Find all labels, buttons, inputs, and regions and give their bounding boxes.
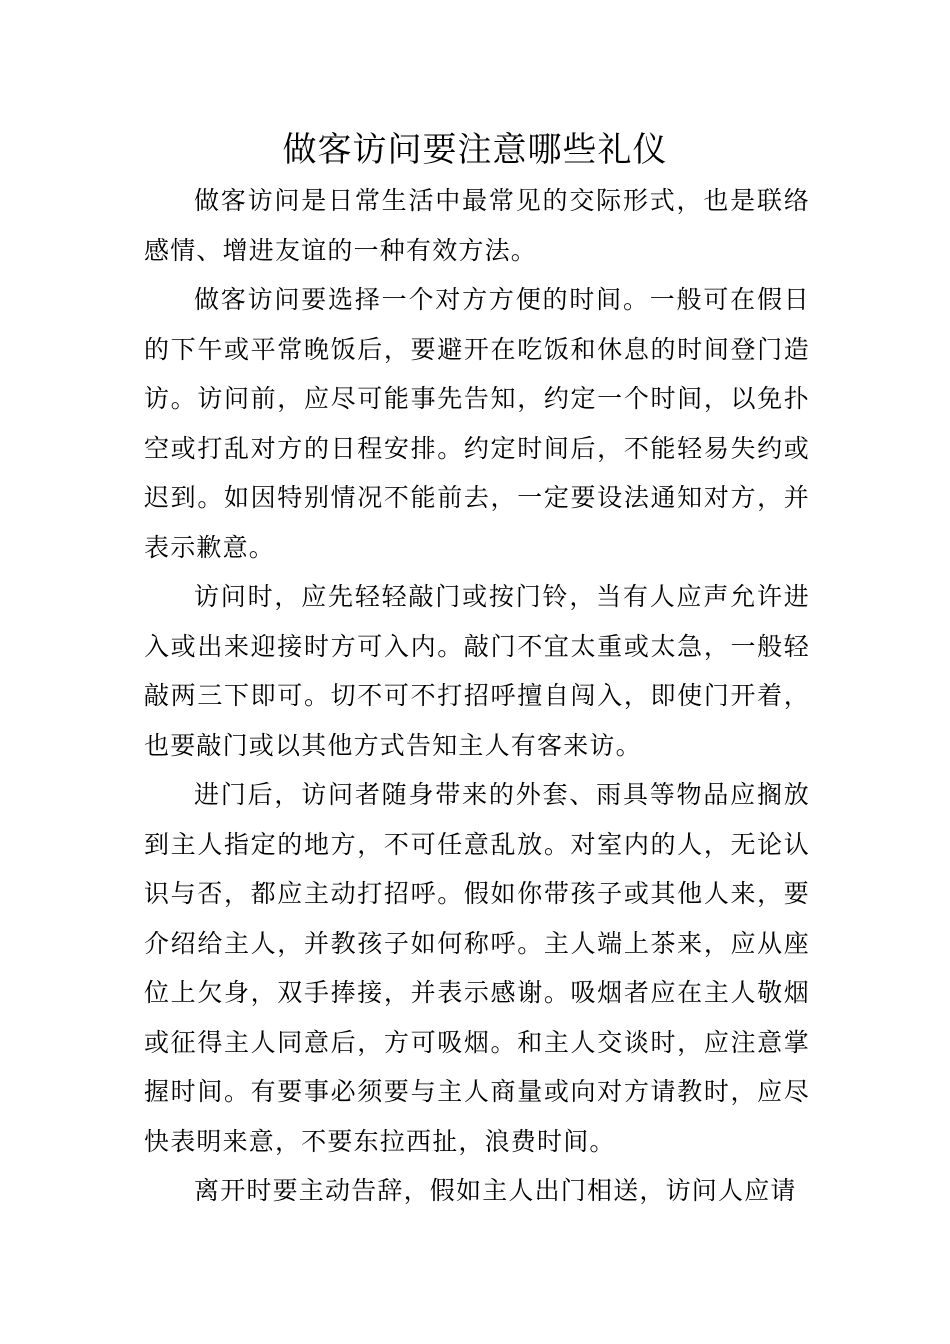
paragraph: 做客访问是日常生活中最常见的交际形式，也是联络感情、增进友谊的一种有效方法。 (144, 186, 810, 265)
paragraph: 做客访问要选择一个对方方便的时间。一般可在假日的下午或平常晚饭后，要避开在吃饭和休息的时间登门造访。访问前，应尽可能事先告知，约定一个时间，以免扑空或打乱对方的日程安排。约定时间后，不能轻易失约或迟到。如因特别情况不能前去，一定要设法通知对方，并表示歉意。 (144, 285, 810, 562)
paragraph: 进门后，访问者随身带来的外套、雨具等物品应搁放到主人指定的地方，不可任意乱放。对室内的人，无论认识与否，都应主动打招呼。假如你带孩子或其他人来，要介绍给主人，并教孩子如何称呼。主人端上茶来，应从座位上欠身，双手捧接，并表示感谢。吸烟者应在主人敬烟或征得主人同意后，方可吸烟。和主人交谈时，应注意掌握时间。有要事必须要与主人商量或向对方请教时，应尽快表明来意，不要东拉西扯，浪费时间。 (144, 780, 810, 1156)
document-body (144, 176, 810, 1216)
page-title: 做客访问要注意哪些礼仪 (282, 130, 668, 170)
paragraph: 离开时要主动告辞，假如主人出门相送，访问人应请 (194, 1176, 797, 1205)
paragraph: 访问时，应先轻轻敲门或按门铃，当有人应声允许进入或出来迎接时方可入内。敲门不宜太重或太急，一般轻敲两三下即可。切不可不打招呼擅自闯入，即使门开着，也要敲门或以其他方式告知主人有客来访。 (144, 582, 810, 760)
